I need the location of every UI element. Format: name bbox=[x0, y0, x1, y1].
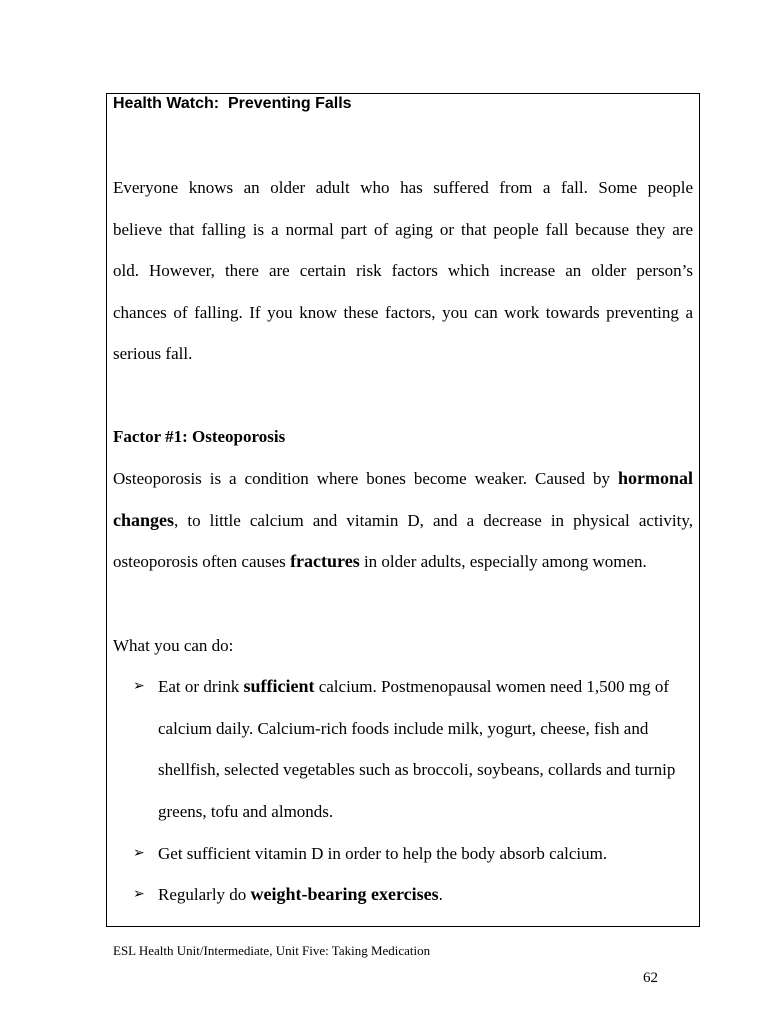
arrow-bullet-icon: ➢ bbox=[133, 845, 145, 861]
bullet-line: shellfish, selected vegetables such as broccoli, soybeans, collards and turnip bbox=[158, 760, 676, 779]
what-you-can-do-label: What you can do: bbox=[113, 636, 234, 655]
osteoporosis-paragraph bbox=[113, 458, 693, 583]
intro-line: chances of falling. If you know these factors, you can work towards preventing a bbox=[113, 302, 693, 322]
keyword-changes: changes bbox=[113, 509, 175, 530]
arrow-bullet-icon: ➢ bbox=[133, 886, 145, 902]
page-number: 62 bbox=[643, 970, 658, 986]
factor-heading: Factor #1: Osteoporosis bbox=[113, 427, 286, 446]
intro-line: Everyone knows an older adult who has suffered from a fall. Some people bbox=[113, 178, 693, 197]
intro-line: serious fall. bbox=[113, 344, 193, 363]
keyword-sufficient: sufficient bbox=[243, 676, 315, 696]
arrow-bullet-icon: ➢ bbox=[133, 678, 145, 694]
osteo-line-2: changes, to little calcium and vitamin D, and a decrease in physical activity, bbox=[113, 509, 693, 530]
intro-line: old. However, there are certain risk factors which increase an older person’s bbox=[113, 261, 693, 280]
bullet-line: Get sufficient vitamin D in order to help the body absorb calcium. bbox=[158, 844, 608, 863]
osteo-line-1: Osteoporosis is a condition where bones become weaker. Caused by hormonal bbox=[113, 468, 693, 488]
intro-line: believe that falling is a normal part of aging or that people fall because they are bbox=[113, 219, 693, 239]
bullet-line: calcium daily. Calcium-rich foods include milk, yogurt, cheese, fish and bbox=[158, 718, 649, 738]
bullet-line: Regularly do weight-bearing exercises. bbox=[158, 884, 443, 904]
keyword-hormonal: hormonal bbox=[617, 468, 693, 488]
bullet-line: Eat or drink sufficient calcium. Postmenopausal women need 1,500 mg of bbox=[158, 676, 670, 696]
osteo-line-3: osteoporosis often causes fractures in older adults, especially among women. bbox=[113, 551, 647, 571]
keyword-weight-bearing: weight-bearing exercises bbox=[250, 884, 439, 904]
bullet-line: greens, tofu and almonds. bbox=[158, 801, 334, 821]
intro-paragraph bbox=[113, 167, 693, 375]
box-title: Health Watch: Preventing Falls bbox=[113, 95, 352, 112]
keyword-fractures: fractures bbox=[290, 551, 360, 571]
page-footer: ESL Health Unit/Intermediate, Unit Five: Taking Medication bbox=[113, 943, 431, 958]
